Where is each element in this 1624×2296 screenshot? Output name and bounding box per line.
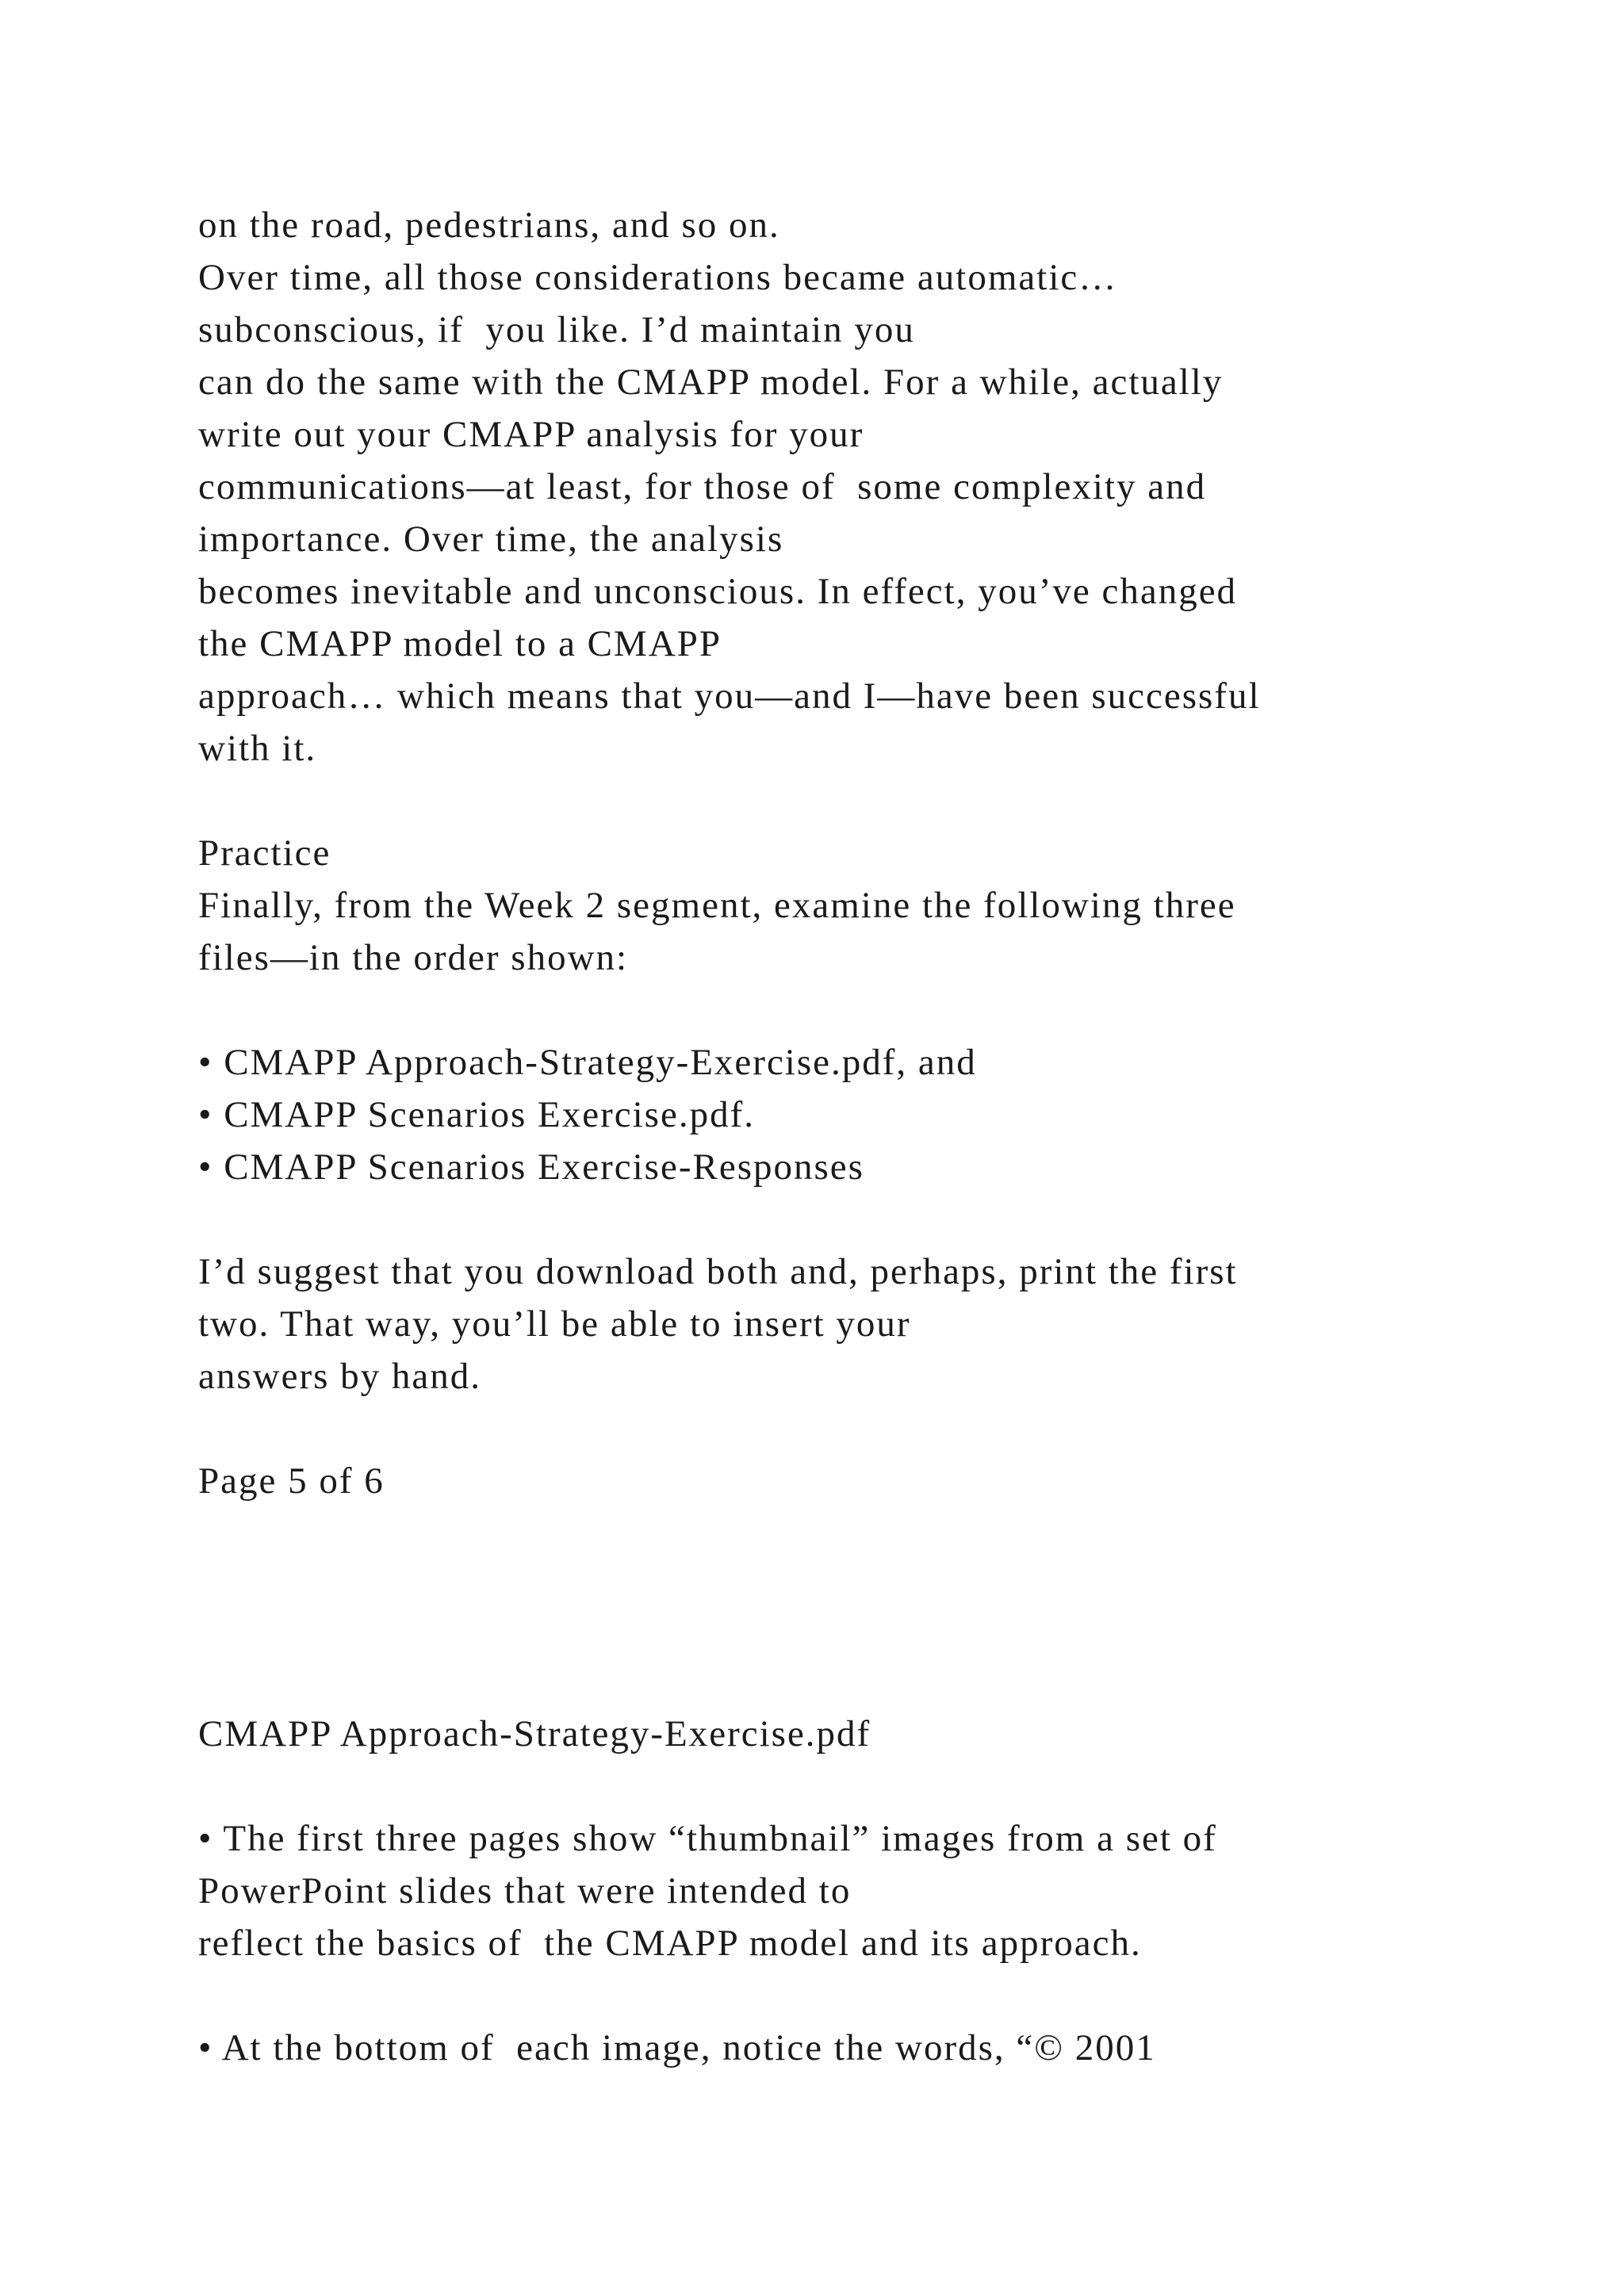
text-line: write out your CMAPP analysis for your: [198, 414, 864, 455]
text-block-bottom: [198, 1708, 1546, 2074]
section-heading-practice: Practice: [198, 832, 331, 874]
blank-line: [198, 1402, 1546, 1455]
text-line: approach… which means that you—and I—have been successful: [198, 675, 1261, 717]
text-line: Finally, from the Week 2 segment, examine the following three: [198, 885, 1236, 926]
text-line: communications—at least, for those of some complexity and: [198, 466, 1207, 507]
text-line: two. That way, you’ll be able to insert your: [198, 1303, 911, 1345]
text-line: importance. Over time, the analysis: [198, 519, 784, 560]
text-line: can do the same with the CMAPP model. For a while, actually: [198, 362, 1224, 403]
blank-line: [198, 1969, 1546, 2022]
bullet-item: • CMAPP Scenarios Exercise-Responses: [198, 1146, 864, 1188]
text-line: becomes inevitable and unconscious. In effect, you’ve changed: [198, 571, 1238, 612]
text-line: I’d suggest that you download both and, perhaps, print the first: [198, 1251, 1238, 1292]
text-line: subconscious, if you like. I’d maintain you: [198, 309, 915, 350]
bullet-item: • The first three pages show “thumbnail” images from a set of: [198, 1818, 1217, 1859]
bullet-item: • At the bottom of each image, notice the words, “© 2001: [198, 2027, 1156, 2068]
blank-line: [198, 1760, 1546, 1812]
text-block-top: [198, 199, 1546, 1507]
blank-line: [198, 1193, 1546, 1246]
text-line: reflect the basics of the CMAPP model and its approach.: [198, 1923, 1142, 1964]
bullet-item: • CMAPP Approach-Strategy-Exercise.pdf, and: [198, 1042, 977, 1083]
text-line: answers by hand.: [198, 1356, 482, 1397]
text-line: the CMAPP model to a CMAPP: [198, 623, 722, 664]
text-line: files—in the order shown:: [198, 937, 629, 978]
text-line: on the road, pedestrians, and so on.: [198, 205, 780, 246]
blank-line: [198, 775, 1546, 827]
text-line: with it.: [198, 728, 317, 769]
bullet-item: • CMAPP Scenarios Exercise.pdf.: [198, 1094, 755, 1135]
page-number-label: Page 5 of 6: [198, 1460, 385, 1502]
section-heading-file: CMAPP Approach-Strategy-Exercise.pdf: [198, 1713, 871, 1755]
text-line: PowerPoint slides that were intended to: [198, 1870, 852, 1911]
text-line: Over time, all those considerations became automatic…: [198, 257, 1118, 298]
blank-line: [198, 984, 1546, 1036]
